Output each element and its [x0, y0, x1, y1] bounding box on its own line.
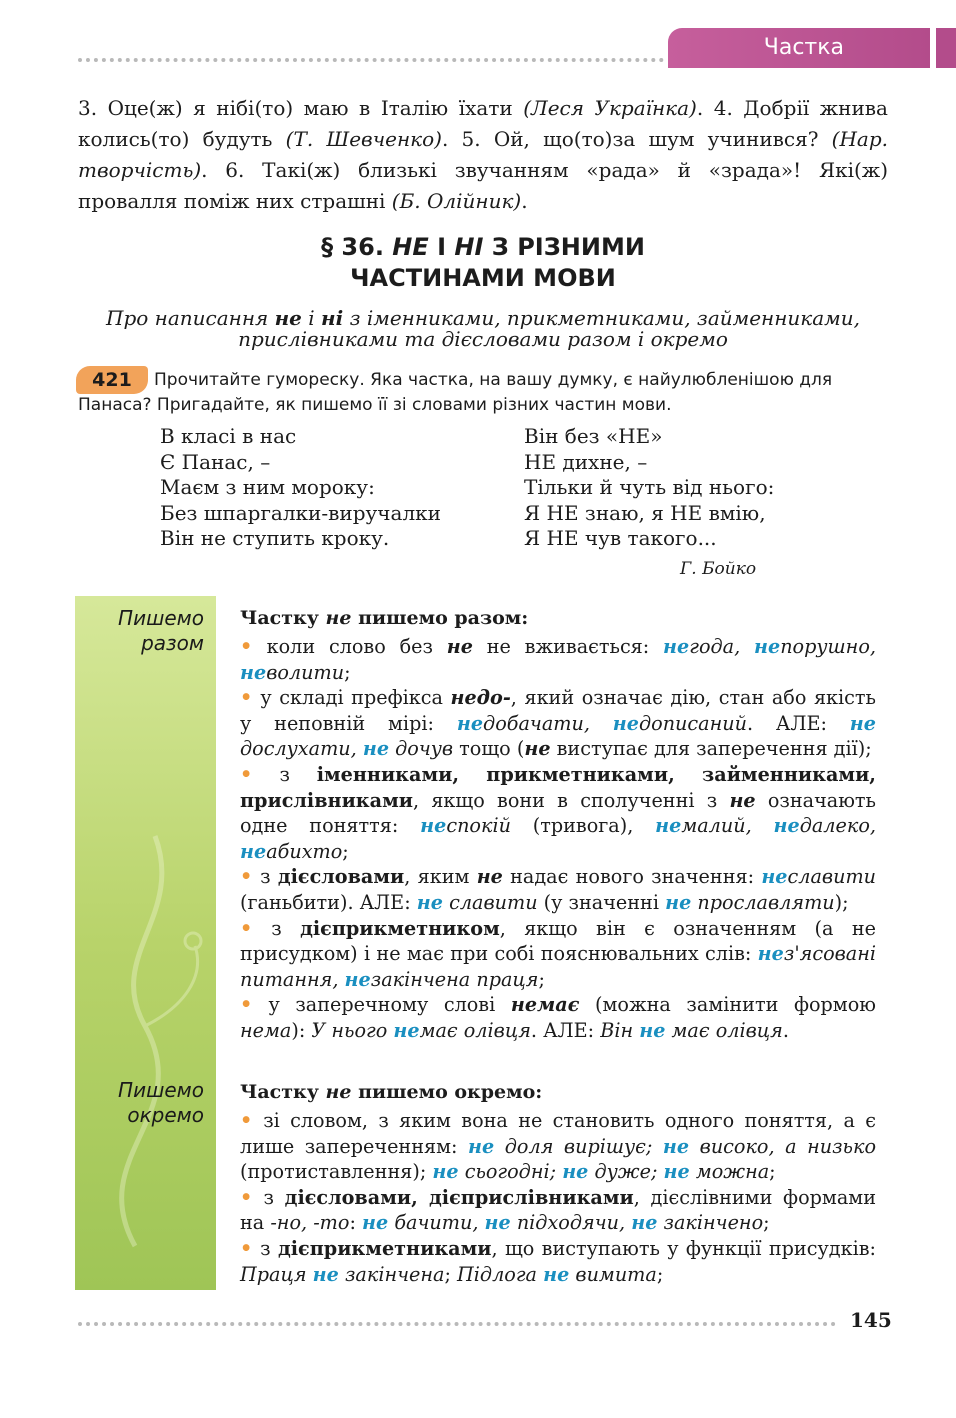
text-run: ;: [342, 839, 349, 863]
bullet-icon: •: [240, 1185, 264, 1209]
text-run: (Леся Українка): [523, 96, 697, 120]
text-run: абихто: [266, 839, 343, 863]
text-run: має олівця: [419, 1018, 531, 1042]
rule-item: [240, 1236, 876, 1287]
highlighted-particle: не: [393, 1018, 420, 1042]
text-run: закінчена: [338, 1262, 445, 1286]
text-run: (можна замінити формою: [579, 993, 876, 1017]
text-line: Є Панас, –: [160, 449, 271, 474]
highlighted-particle: не: [757, 942, 784, 966]
text-run: тощо (: [453, 737, 525, 761]
page-number: 145: [850, 1308, 892, 1332]
text-run: нема: [240, 1018, 292, 1042]
highlighted-particle: не: [456, 711, 484, 735]
text-line: Я НЕ знаю, я НЕ вмію,: [524, 500, 766, 525]
section-subtitle-line2: прислівниками та дієсловами разом і окремо: [238, 327, 728, 351]
separate-rules: [240, 1108, 876, 1287]
text-run: пишемо разом:: [351, 607, 529, 629]
text-run: порушно,: [780, 635, 876, 658]
text-run: коли слово без: [266, 635, 447, 658]
highlighted-particle: не: [416, 890, 443, 914]
exercise-text: Прочитайте гумореску. Яка частка, на вашу думку, є найулюбленішою для Панаса? Пригадайте, як пишемо її зі словами різних частин мови.: [78, 370, 833, 415]
text-run: дочув: [389, 737, 454, 761]
text-line: разом: [141, 631, 204, 655]
highlighted-particle: не: [665, 890, 692, 914]
text-run: недо-: [450, 686, 511, 710]
text-run: . 4. Добрії жнива колись(то) будуть: [78, 96, 888, 151]
highlighted-particle: не: [663, 1160, 690, 1184]
text-run: З РІЗНИМИ: [483, 233, 645, 261]
together-label: [118, 606, 204, 656]
rule-item: [240, 992, 876, 1043]
text-run: далеко,: [799, 814, 876, 838]
text-run: Праця: [240, 1262, 313, 1286]
text-run: не вживається:: [472, 635, 664, 658]
text-run: НІ: [454, 233, 484, 261]
highlighted-particle: не: [631, 1211, 658, 1235]
text-run: Він: [600, 1018, 640, 1042]
highlighted-particle: не: [543, 1262, 570, 1286]
text-run: .: [521, 189, 528, 213]
intro-paragraph: [78, 93, 888, 217]
text-run: , який означає дію, стан або якість у неповній мірі:: [240, 686, 876, 735]
text-line: В класі в нас: [160, 424, 297, 448]
text-line: Пишемо: [118, 606, 204, 630]
text-run: виступає для заперечення дії);: [550, 737, 872, 761]
bullet-icon: •: [240, 1236, 261, 1260]
text-run: );: [834, 890, 849, 914]
rule-item: [240, 1108, 876, 1185]
together-heading: [240, 605, 880, 631]
text-run: з: [263, 1185, 285, 1209]
text-run: дописаний: [638, 711, 747, 735]
text-run: (тривога),: [510, 814, 656, 838]
text-run: ;: [656, 1262, 664, 1286]
text-run: . АЛЕ:: [530, 1018, 601, 1042]
text-run: Частку: [240, 607, 326, 629]
text-run: з: [260, 865, 278, 889]
exercise-number-badge: 421: [76, 366, 148, 394]
highlighted-particle: не: [663, 635, 690, 658]
text-run: ;: [344, 660, 351, 684]
text-run: має олівця: [665, 1018, 783, 1042]
text-run: 3. Оце(ж) я нібі(то) маю в Італію їхати: [78, 96, 524, 120]
text-run: , якщо вони в сполученні з: [413, 788, 730, 812]
text-run: дослухати,: [240, 737, 363, 761]
text-line: Я НЕ чув такого...: [524, 526, 717, 550]
highlighted-particle: не: [468, 1134, 495, 1158]
text-run: -но, -то: [270, 1211, 350, 1235]
separate-heading: [240, 1079, 880, 1105]
text-run: не: [325, 607, 352, 629]
highlighted-particle: не: [484, 1211, 511, 1235]
bullet-icon: •: [240, 865, 261, 889]
text-run: (протиставлення);: [240, 1160, 433, 1184]
text-run: :: [349, 1211, 363, 1235]
bullet-icon: •: [240, 762, 280, 786]
text-run: волити: [266, 660, 345, 684]
highlighted-particle: не: [753, 635, 781, 658]
rule-item: [240, 864, 876, 915]
text-run: . АЛЕ:: [746, 711, 850, 735]
bullet-icon: •: [240, 916, 272, 940]
text-run: дієсловами, дієприслівниками: [284, 1185, 634, 1209]
text-run: славити: [787, 865, 876, 889]
text-run: дієсловами: [277, 865, 405, 889]
text-run: з: [260, 1236, 278, 1260]
text-run: ):: [291, 1018, 312, 1042]
text-run: НЕ: [392, 233, 429, 261]
text-run: § 36.: [321, 233, 393, 261]
together-rules: [240, 634, 876, 1044]
chapter-tab: [668, 28, 930, 68]
rule-item: [240, 685, 876, 762]
text-run: . 5. Ой, що(то)за шум учинився?: [441, 127, 832, 151]
bottom-divider: [78, 1322, 836, 1326]
poem-author: Г. Бойко: [680, 559, 757, 579]
text-run: означають одне поняття:: [240, 788, 876, 838]
text-line: НЕ дихне, –: [524, 449, 648, 474]
highlighted-particle: не: [344, 967, 371, 991]
highlighted-particle: не: [240, 839, 267, 863]
text-run: (Т. Шевченко): [285, 127, 442, 151]
text-run: високо, а низько: [689, 1134, 876, 1158]
text-run: у складі префікса: [260, 686, 451, 710]
text-run: славити: [442, 890, 538, 914]
text-run: не: [325, 1081, 352, 1103]
text-run: добачати,: [483, 711, 613, 735]
text-run: У нього: [311, 1018, 394, 1042]
text-run: ;: [538, 967, 545, 991]
text-run: Підлога: [457, 1262, 544, 1286]
text-run: ні: [321, 306, 344, 330]
highlighted-particle: не: [420, 814, 447, 838]
text-run: немає: [510, 993, 580, 1017]
text-run: , дієслівними формами на: [240, 1185, 876, 1235]
highlighted-particle: не: [562, 1160, 589, 1184]
text-run: у заперечному слові: [268, 993, 511, 1017]
text-run: не: [274, 306, 302, 330]
text-run: . 6. Такі(ж) близькі звучанням «рада» й «зрада»! Які(ж) провалля поміж них страшні: [78, 158, 888, 213]
poem-left-column: [160, 424, 441, 552]
text-line: Без шпаргалки-виручалки: [160, 500, 441, 525]
text-line: окремо: [127, 1103, 204, 1127]
poem-right-column: [524, 424, 774, 552]
rule-item: [240, 916, 876, 993]
text-run: можна: [689, 1160, 770, 1184]
chapter-tab-label: Частка: [763, 35, 844, 60]
top-divider: [78, 58, 664, 62]
highlighted-particle: не: [662, 1134, 690, 1158]
text-run: закінчено: [657, 1211, 764, 1235]
text-run: дієприкметником: [300, 916, 500, 940]
text-run: , яким: [404, 865, 477, 889]
text-run: спокій: [446, 814, 511, 838]
bullet-icon: •: [240, 686, 261, 710]
text-run: вимита: [569, 1262, 657, 1286]
text-run: зі словом, з яким вона не становить одного поняття, а є лише запереченням:: [240, 1109, 876, 1158]
highlighted-particle: не: [432, 1160, 459, 1184]
text-run: бачити,: [388, 1211, 485, 1235]
text-line: Він не ступить кроку.: [160, 526, 390, 550]
section-title-line2: ЧАСТИНАМИ МОВИ: [350, 264, 616, 292]
rule-item: [240, 1185, 876, 1236]
text-run: підходячи,: [510, 1211, 632, 1235]
text-run: доля вирішує;: [494, 1134, 663, 1158]
text-run: ;: [763, 1211, 770, 1235]
separate-label: [118, 1078, 204, 1128]
text-run: Про написання: [106, 306, 275, 330]
text-run: не: [524, 737, 551, 761]
text-run: І: [428, 233, 455, 261]
section-title-line1: [78, 232, 888, 263]
text-run: года,: [689, 635, 754, 658]
text-line: Тільки й чуть від нього:: [524, 475, 775, 499]
highlighted-particle: не: [362, 737, 390, 761]
text-run: і: [301, 306, 322, 330]
text-run: (ганьбити). АЛЕ:: [240, 890, 417, 914]
text-run: (у значенні: [537, 890, 666, 914]
bullet-icon: •: [240, 1109, 264, 1132]
text-run: з'ясовані питання,: [240, 942, 876, 991]
text-run: (Б. Олійник): [391, 189, 522, 213]
text-line: Пишемо: [118, 1078, 204, 1102]
highlighted-particle: не: [773, 814, 800, 838]
text-run: ;: [444, 1262, 458, 1286]
text-run: , якщо він є означенням (а не присудком) і не має при собі пояснювальних слів:: [240, 916, 876, 966]
highlighted-particle: не: [639, 1018, 666, 1042]
highlighted-particle: не: [849, 711, 876, 735]
text-run: іменниками, прикметниками, займенниками, прислівниками: [240, 762, 876, 812]
text-line: Маєм з ним мороку:: [160, 475, 375, 499]
chapter-tab-edge: [936, 28, 956, 68]
rule-item: [240, 762, 876, 864]
text-run: малий,: [681, 814, 774, 838]
text-run: , що виступають у функції присудків:: [491, 1236, 876, 1260]
text-run: надає нового значення:: [502, 865, 762, 889]
rule-item: [240, 634, 876, 685]
text-line: Він без «НЕ»: [524, 424, 663, 448]
text-run: не: [729, 788, 756, 812]
text-run: прославляти: [691, 890, 835, 914]
decorative-swirl: [75, 596, 216, 1290]
text-run: не: [446, 635, 473, 658]
text-run: закінчена праця: [370, 967, 539, 991]
text-run: ;: [769, 1160, 776, 1184]
highlighted-particle: не: [240, 660, 267, 684]
text-run: з: [271, 916, 301, 940]
highlighted-particle: не: [312, 1262, 339, 1286]
text-run: не: [476, 865, 503, 889]
highlighted-particle: не: [655, 814, 682, 838]
text-run: Частку: [240, 1081, 326, 1103]
text-run: (Нар. творчість): [78, 127, 888, 182]
bullet-icon: •: [240, 993, 269, 1017]
text-run: сьогодні;: [458, 1160, 563, 1184]
rule-sidebar: [75, 596, 216, 1290]
text-run: з іменниками, прикметниками, займенниками,: [343, 306, 860, 330]
highlighted-particle: не: [761, 865, 788, 889]
text-run: пишемо окремо:: [351, 1081, 543, 1103]
text-run: дієприкметниками: [277, 1236, 492, 1260]
highlighted-particle: не: [612, 711, 639, 735]
text-run: дуже;: [588, 1160, 664, 1184]
text-run: з: [279, 762, 317, 786]
highlighted-particle: не: [362, 1211, 389, 1235]
bullet-icon: •: [240, 635, 267, 658]
text-run: .: [782, 1018, 789, 1042]
